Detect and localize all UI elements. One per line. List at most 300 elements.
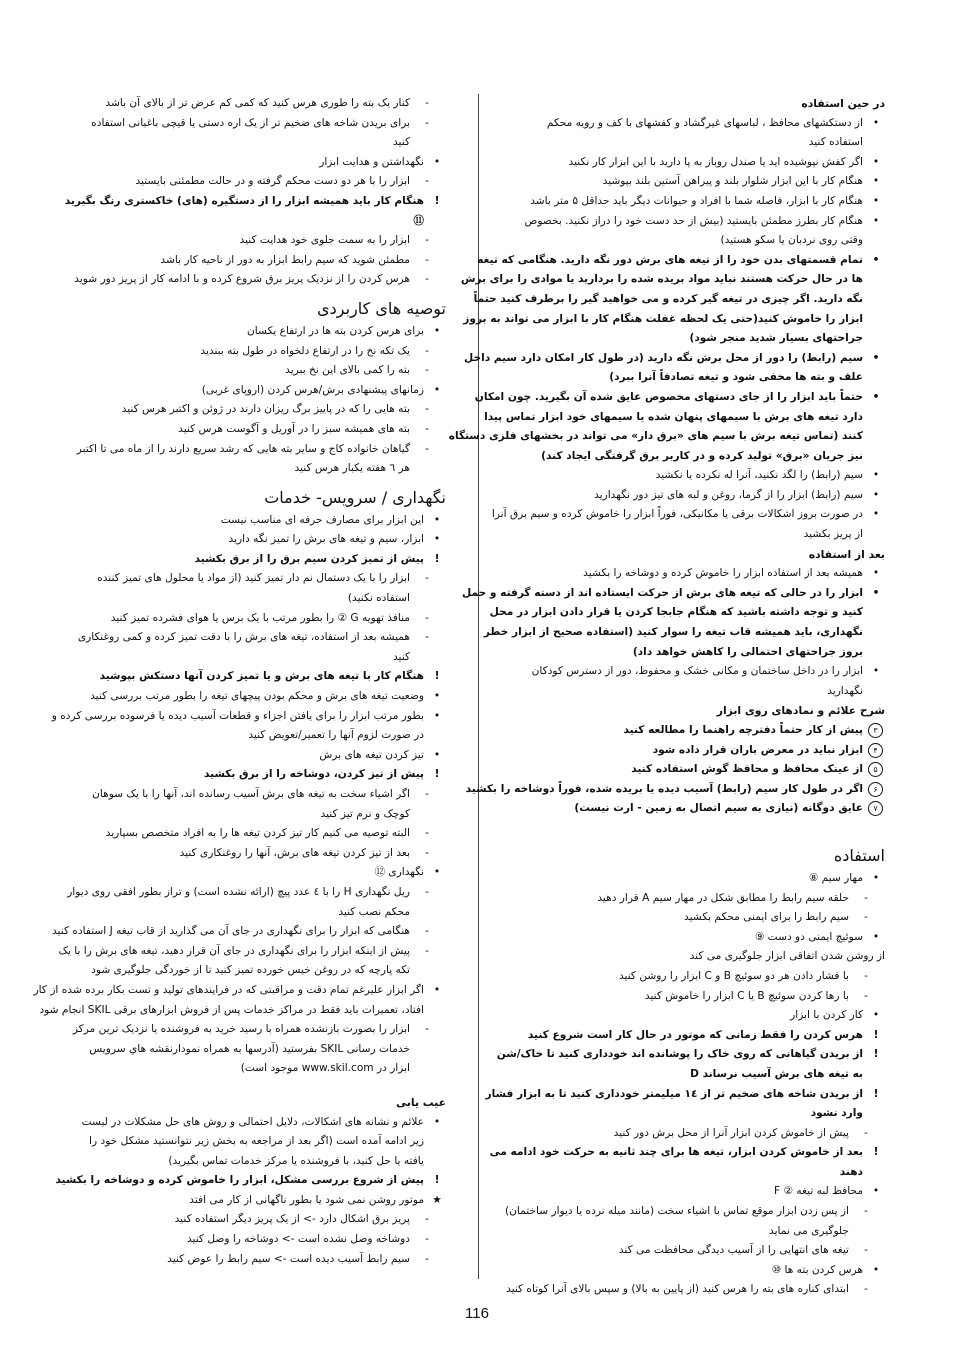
- warning-icon: !: [873, 1087, 879, 1100]
- list-item-text: پیش از شروع بررسی مشکل، ابزار را خاموش کرده و دوشاخه را بکشید: [55, 1174, 424, 1187]
- list-item-text: کار کردن با ابزار: [790, 1009, 863, 1022]
- list-item-text: تکه پارچه که در روغن خیس خورده تمیز کنید تا از خوردگی جلوگیری شود: [91, 964, 410, 977]
- bullet-marker: •: [433, 983, 441, 996]
- list-item-text: ابزار را به سمت جلوی خود هدایت کنید: [239, 234, 410, 247]
- list-item-text: ابزار را با هر دو دست محکم گرفته و در حالت مطمئنی بایستید: [135, 175, 410, 188]
- list-item-text: سیم (رابط) را لگد نکنید، آنرا له نکرده یا نکشید: [655, 469, 863, 482]
- bullet-marker: -: [425, 846, 429, 859]
- bullet-marker: -: [425, 788, 429, 800]
- bullet-marker: •: [433, 533, 441, 546]
- list-item-line: [46, 726, 446, 746]
- symbol-text: اگر در طول کار سیم (رابط) آسیب دیده یا بریده شده، فوراً دوشاخه را بکشید: [465, 782, 863, 795]
- list-item-text: بته هایی را که در پاییز برگ ریزان دارند در ژوئن و اکتبر هرس کنید: [121, 403, 410, 416]
- bullet-marker: -: [425, 422, 429, 435]
- list-item-text: پریز برق اشکال دارد -> از یک پریز دیگر استفاده کنید: [174, 1213, 410, 1226]
- list-item-line: [490, 662, 885, 682]
- bullet-marker: -: [425, 344, 429, 357]
- list-item-line: [46, 667, 446, 687]
- warning-icon: !: [873, 1146, 879, 1159]
- symbol-text: ابزار نباید در معرض باران قرار داده شود: [652, 743, 863, 756]
- list-item-text: دارد تیغه های برش با سیمهای پنهان شده یا سیمهای خود ابزار تماس پیدا: [484, 410, 863, 423]
- list-item-line: [490, 114, 885, 134]
- list-item-line: [46, 1059, 446, 1079]
- list-item-text: محکم نصب کنید: [338, 905, 410, 918]
- list-item-line: [46, 1210, 446, 1230]
- list-item-text: ریل نگهداری H را با ٤ عدد پیچ (ارائه نشده است) و تراز بطور افقی روی دیوار: [67, 885, 410, 898]
- list-item-line: [46, 687, 446, 707]
- bullet-marker: •: [872, 508, 880, 521]
- list-item-text: تیز کردن تیغه های برش: [319, 748, 424, 761]
- troubleshooting-list: [46, 1113, 446, 1270]
- list-item-text: هنگام کار باید همیشه ابزار را از دستگیره (های) خاکستری رنگ بگیرید: [64, 194, 424, 207]
- list-item-line: [46, 550, 446, 570]
- bullet-marker: •: [433, 155, 441, 168]
- bullet-marker: •: [872, 488, 880, 501]
- list-item-text: نگهداری، باید همیشه قاب تیغه را سوار کنید (استفاده صحیح از ابزار خطر: [483, 626, 863, 639]
- star-icon: ★: [432, 1193, 442, 1206]
- list-item-line: [46, 1113, 446, 1133]
- list-item-line: [46, 153, 446, 173]
- list-item-text: از دستکشهای محافظ ، لباسهای غیرگشاد و کفشهای با کف و رویه محکم: [546, 116, 863, 129]
- list-item-text: بته های همیشه سبز را در آوریل و آگوست هرس کنید: [178, 422, 410, 435]
- list-item-text: بعد از تیز کردن تیغه های برش، آنها را روغنکاری کنید: [179, 846, 410, 859]
- list-item-line: [46, 785, 446, 805]
- symbol-number-badge: ۶: [868, 782, 883, 797]
- list-item-line: [490, 1143, 885, 1163]
- list-item-text: ابزار را بصورت بازنشده همراه با رسید خرید به فروشنده یا نزدیک ترین مرکز: [72, 1023, 410, 1036]
- list-item-line: [46, 270, 446, 290]
- list-item-line: [490, 889, 885, 909]
- list-item-text: سیم رابط را برای ایمنی محکم بکشید: [684, 911, 849, 924]
- left-top-list: [46, 94, 446, 290]
- list-item-text: پیش از اینکه ابزار را برای نگهداری در جای آن قرار دهید، تیغه های برش را با یک: [58, 944, 410, 957]
- maintenance-list: [33, 511, 446, 1079]
- list-item-text: با رها کردن سوئیچ B یا C ابزار را خاموش کنید: [644, 989, 849, 1002]
- list-item-line: [46, 322, 446, 342]
- list-item-line: [490, 1182, 885, 1202]
- list-item-text: علائم و نشانه های اشکالات، دلایل احتمالی و روش های حل مشکلات در لیست: [81, 1115, 424, 1128]
- list-item-line: [490, 1124, 885, 1144]
- list-item-line: [490, 133, 885, 153]
- bullet-marker: -: [425, 175, 429, 188]
- list-item-text: دوشاخه وصل نشده است -> دوشاخه را وصل کنید: [186, 1233, 410, 1246]
- tips-list: [46, 322, 446, 479]
- list-item-line: [485, 1085, 885, 1105]
- bullet-marker: •: [433, 1115, 441, 1128]
- list-item-text: ابزار در www.skil.com موجود است): [240, 1062, 410, 1075]
- symbol-item: [490, 760, 885, 780]
- bullet-marker: -: [425, 442, 429, 455]
- list-item-text: موتور روشن نمی شود یا بطور ناگهانی از کار می افتد: [189, 1193, 424, 1206]
- list-item-text: تیغه های انتهایی را از آسیب دیدگی محافظت می کند: [618, 1244, 849, 1257]
- list-item-text: ها در حال حرکت هستند نباید مواد بریده شده را بردارید یا موادی را برای برش: [460, 273, 863, 286]
- list-item-line: [464, 349, 885, 369]
- bullet-marker: •: [433, 690, 441, 703]
- list-item-line: [46, 1020, 446, 1040]
- list-item-text: یک تکه نخ را در ارتفاع دلخواه در طول بته ببندید: [200, 344, 410, 357]
- list-item-line: [460, 270, 885, 290]
- bullet-marker: •: [433, 748, 441, 761]
- list-item-text: همیشه بعد از استفاده ابزار را خاموش کرده و دوشاخه را بکشید: [583, 567, 863, 580]
- list-item-text: در صورت بروز اشکالات برقی یا مکانیکی، فوراً ابزار را خاموش کرده و سیم برق آنرا: [491, 508, 863, 521]
- list-item-line: [46, 94, 446, 114]
- bullet-marker: •: [433, 866, 441, 879]
- bullet-marker: •: [433, 383, 441, 396]
- list-item-text: نگه دارید. اگر چیزی در تیغه گیر کرده و می خواهید گیر را برطرف کنید حتماً: [473, 292, 863, 305]
- list-item-text: وارد نشود: [810, 1107, 863, 1120]
- list-item-line: [46, 569, 446, 589]
- list-item-line: [46, 765, 446, 785]
- after-use-heading: بعد از استفاده: [808, 547, 885, 561]
- symbol-number-badge: ۴: [868, 743, 883, 758]
- list-item-line: [490, 1241, 885, 1261]
- maintenance-title: نگهداری / سرویس- خدمات: [264, 487, 446, 507]
- list-item-text: اگر اشیاء سخت به تیغه های برش آسیب رسانده اند، آنها را با یک سوهان: [92, 788, 410, 800]
- symbol-text: پیش از کار حتماً دفترچه راهنما را مطالعه کنید: [623, 724, 863, 736]
- bullet-marker: -: [425, 944, 429, 957]
- bullet-marker: -: [864, 1205, 868, 1218]
- list-item-line: [490, 212, 885, 232]
- list-item-line: [46, 172, 446, 192]
- bullet-marker: -: [864, 1244, 868, 1257]
- list-item-text: تمام قسمتهای بدن خود را از تیغه های برش دور نگه دارید. هنگامی که تیغه: [477, 253, 863, 266]
- warning-icon: !: [434, 768, 440, 781]
- warning-icon: !: [873, 1048, 879, 1061]
- list-item-text: وضعیت تیغه های برش و محکم بودن پیچهای تیغه را بطور مرتب بررسی کنید: [90, 690, 424, 703]
- list-item-line: [46, 1191, 446, 1211]
- bullet-marker: -: [425, 273, 429, 286]
- left-column: [33, 94, 446, 1269]
- list-item-line: [46, 942, 446, 962]
- list-item-text: یافته یا حل کنید، با فروشنده یا مرکز خدمات تماس بگیرید): [168, 1154, 424, 1167]
- list-item-text: کنید و توجه داشته باشید که هنگام جابجا کردن یا قرار دادن ابزار در محل: [489, 606, 863, 619]
- bullet-marker: -: [425, 1213, 429, 1226]
- list-item-text: کنید: [393, 136, 410, 149]
- list-item-line: [490, 1045, 885, 1065]
- in-use-list: [448, 114, 885, 545]
- list-item-text: نیز جریان «برق» تولید کرده و در کاربر برق گرفتگی ایجاد کند): [541, 449, 863, 462]
- list-item-line: [46, 824, 446, 844]
- list-item-text: اگر کفش نپوشیده اید یا صندل روباز به پا دارید با این ابزار کار نکنید: [568, 155, 863, 168]
- list-item-line: [39, 1001, 446, 1021]
- list-item-line: [490, 682, 885, 702]
- list-item-line: [490, 1104, 885, 1124]
- bullet-marker: •: [872, 155, 880, 168]
- bullet-marker: -: [425, 1252, 429, 1265]
- list-item-line: [490, 466, 885, 486]
- list-item-text: زمانهای پیشنهادی برش/هرس کردن (اروپای غربی): [201, 383, 424, 396]
- bullet-marker: -: [864, 969, 868, 982]
- list-item-line: [490, 967, 885, 987]
- bullet-marker: •: [872, 665, 880, 678]
- list-item-line: [490, 192, 885, 212]
- list-item-text: ابزار را در داخل ساختمان و مکانی خشک و محفوظ، دور از دسترس کودکان: [531, 665, 863, 678]
- list-item-line: [46, 863, 446, 883]
- usage-list: [485, 869, 885, 1300]
- list-item-text: کوچک و نرم تیز کنید: [320, 807, 410, 820]
- list-item-text: سوئیچ ایمنی دو دست ⑨: [754, 930, 863, 943]
- list-item-line: [46, 628, 446, 648]
- bullet-marker: -: [425, 631, 429, 644]
- list-item-line: [461, 584, 885, 604]
- list-item-line: [490, 643, 885, 663]
- bullet-marker: •: [433, 324, 441, 337]
- list-item-text: هنگام کار با تیغه های برش و یا تمیز کردن آنها دستکش بپوشید: [99, 670, 424, 683]
- warning-icon: !: [434, 552, 440, 565]
- list-item-line: [46, 746, 446, 766]
- list-item-line: [46, 805, 446, 825]
- symbol-item: [490, 799, 885, 819]
- list-item-line: [46, 903, 446, 923]
- list-item-text: هنگام کار بطرز مطمئن بایستید (بیش از حد دست خود را دراز نکنید. بخصوص: [524, 214, 863, 227]
- list-item-text: کنار یک بته را طوری هرس کنید که کمی کم عرض تر از بالای آن باشد: [105, 97, 410, 109]
- list-item-line: [46, 440, 446, 460]
- list-item-line: [490, 1026, 885, 1046]
- list-item-text: پیش از تیز کردن، دوشاخه را از برق بکشید: [204, 768, 424, 781]
- list-item-text: البته توصیه می کنیم کار تیز کردن تیغه ها را به افراد متخصص بسپارید: [105, 827, 410, 840]
- bullet-marker: •: [872, 930, 880, 943]
- list-item-line: [490, 1202, 885, 1222]
- bullet-marker: -: [425, 885, 429, 898]
- right-column: [448, 94, 885, 1300]
- list-item-line: [46, 530, 446, 550]
- list-item-text: از پریز بکشید: [803, 528, 863, 541]
- bullet-marker: -: [864, 891, 868, 904]
- warning-icon: !: [434, 670, 440, 683]
- list-item-text: با فشار دادن هر دو سوئیچ B و C ابزار را روشن کنید: [618, 969, 849, 982]
- bullet-marker: •: [872, 175, 880, 188]
- list-item-text: هرس کردن را از نزدیک پریز برق شروع کرده و با ادامه کار از پریز دور شوید: [74, 273, 410, 286]
- list-item-line: [46, 381, 446, 401]
- list-item-line: [483, 623, 885, 643]
- list-item-text: سیم (رابط) ابزار را از گرما، روغن و لبه های تیز دور نگهدارید: [594, 488, 863, 501]
- bullet-marker: -: [864, 1126, 868, 1139]
- bullet-marker: •: [872, 469, 880, 482]
- list-item-text: برای بریدن شاخه های ضخیم تر از یک اره دستی یا قیچی باغبانی استفاده: [91, 116, 410, 129]
- list-item-text: جراحتهای بسیار شدید منجر شود): [689, 332, 863, 345]
- list-item-line: [490, 603, 885, 623]
- bullet-marker: -: [425, 116, 429, 129]
- list-item-text: مطمئن شوید که سیم رابط ابزار به دور از ناحیه کار باشد: [160, 253, 410, 266]
- bullet-marker: •: [872, 1263, 880, 1276]
- bullet-marker: -: [425, 364, 429, 377]
- bullet-marker: •: [872, 390, 880, 403]
- list-item-text: برای هرس کردن بته ها در ارتفاع یکسان: [247, 324, 424, 337]
- list-item-text: هرس کردن را فقط زمانی که موتور در حال کار است شروع کنید: [527, 1028, 863, 1041]
- tips-title: توصیه های کاربردی: [317, 298, 446, 318]
- warning-icon: !: [434, 194, 440, 207]
- bullet-marker: •: [872, 351, 880, 364]
- symbol-text: از عینک محافظ و محافظ گوش استفاده کنید: [631, 763, 863, 776]
- bullet-marker: -: [425, 234, 429, 247]
- bullet-marker: -: [425, 572, 429, 585]
- list-item-line: [477, 251, 885, 271]
- list-item-text: نگهداشتن و هدایت ابزار: [319, 155, 424, 168]
- list-item-text: بطور مرتب ابزار را برای یافتن اجزاء و قطعات آسیب دیده یا فرسوده بررسی کرده و: [51, 709, 424, 722]
- list-item-line: [46, 1040, 446, 1060]
- list-item-line: [484, 408, 885, 428]
- bullet-marker: -: [864, 989, 868, 1002]
- list-item-text: بعد از خاموش کردن ابزار، تیغه ها برای چند ثانیه به حرکت خود ادامه می: [489, 1146, 863, 1159]
- list-item-line: [490, 1006, 885, 1026]
- list-item-line: [490, 1163, 885, 1183]
- list-item-text: نگهداری ⑫: [374, 866, 424, 879]
- list-item-line: [46, 212, 446, 232]
- list-item-text: از بریدن شاخه های ضخیم تر از ١٤ میلیمتر خودداری کنید تا به ابزار فشار: [485, 1087, 863, 1100]
- list-item-line: [490, 368, 885, 388]
- list-item-line: [490, 486, 885, 506]
- list-item-line: [490, 172, 885, 192]
- bullet-marker: •: [872, 116, 880, 129]
- list-item-text: بروز جراحتهای احتمالی را کاهش خواهد داد): [632, 645, 863, 658]
- list-item-text: حلقه سیم رابط را مطابق شکل در مهار سیم A قرار دهید: [597, 891, 849, 904]
- list-item-line: [46, 420, 446, 440]
- list-item-text: دهند: [839, 1165, 863, 1178]
- list-item-text: بته را کمی بالای این نخ ببرید: [285, 364, 410, 377]
- list-item-line: [490, 564, 885, 584]
- list-item-text: زیر ادامه آمده است (اگر بعد از مراجعه به بخش زیر نتوانستید مشکل خود را: [89, 1135, 424, 1148]
- list-item-text: منافذ تهویه G ② را بطور مرتب با یک برس یا هوای فشرده تمیز کنید: [110, 611, 410, 624]
- list-item-line: [490, 329, 885, 349]
- bullet-marker: -: [425, 827, 429, 840]
- list-item-line: [46, 609, 446, 629]
- bullet-marker: -: [425, 403, 429, 416]
- bullet-marker: -: [864, 911, 868, 924]
- bullet-marker: •: [433, 709, 441, 722]
- list-item-line: [490, 525, 885, 545]
- symbol-number-badge: ۵: [868, 762, 883, 777]
- list-item-text: ابزار، سیم و تیغه های برش را تمیز نگه دارید: [228, 533, 424, 546]
- list-item-line: [490, 447, 885, 467]
- list-item-text: افتاد، تعمیرات باید فقط در مراکز خدمات پس از فروش ابزارهای برقی SKIL انجام شود: [39, 1003, 424, 1016]
- list-item-line: [46, 648, 446, 668]
- list-item-text: این ابزار برای مصارف حرفه ای مناسب نیست: [220, 513, 424, 526]
- symbols-list: [465, 721, 885, 819]
- bullet-marker: •: [872, 194, 880, 207]
- list-item-text: سیم رابط آسیب دیده است -> سیم رابط را عوض کنید: [167, 1252, 410, 1265]
- list-item-line: [46, 251, 446, 271]
- bullet-marker: -: [425, 925, 429, 938]
- list-item-line: [490, 1280, 885, 1300]
- bullet-marker: •: [872, 214, 880, 227]
- list-item-line: [490, 908, 885, 928]
- list-item-text: به تیغه های برش آسیب نرساند D: [690, 1067, 863, 1080]
- list-item-text: گیاهان خانواده کاج و سایر بته هایی که رشد سریع دارند را از ماه می تا اکتبر: [76, 442, 410, 455]
- list-item-text: حتماً باید ابزار را از جای دستهای مخصوص عایق شده آن بگیرید. چون امکان: [474, 390, 863, 403]
- list-item-text: اگر ابزار علیرغم تمام دقت و مراقبتی که در فرایندهای تولید و تست بکار برده شده از کار: [33, 983, 424, 996]
- list-item-line: [46, 1230, 446, 1250]
- list-item-line: [46, 342, 446, 362]
- list-item-line: [46, 883, 446, 903]
- bullet-marker: -: [425, 1233, 429, 1246]
- list-item-line: [46, 114, 446, 134]
- list-item-line: [33, 981, 446, 1001]
- list-item-line: [463, 310, 885, 330]
- list-item-line: [490, 928, 885, 948]
- list-item-line: [46, 707, 446, 727]
- list-item-text: در صورت لزوم آنها را تعمیر/تعویض کنید: [248, 729, 424, 742]
- symbols-heading: شرح علائم و نمادهای روی ابزار: [716, 704, 885, 718]
- list-item-text: علف و بته ها مخفی شود و تیغه تصادفاً آنرا ببرد): [609, 371, 863, 384]
- list-item-line: [490, 1261, 885, 1281]
- symbol-number-badge: ۷: [868, 801, 883, 816]
- list-item-line: [46, 511, 446, 531]
- list-item-text: ابزار را در حالی که تیغه های برش از حرکت ایستاده اند از دسته گرفته و حمل: [461, 586, 863, 599]
- bullet-marker: -: [425, 253, 429, 266]
- list-item-text: ابزار را خاموش کنید(حتی یک لحظه غفلت هنگام کار با ابزار می تواند به بروز: [463, 312, 863, 325]
- list-item-line: [490, 153, 885, 173]
- list-item-line: [46, 231, 446, 251]
- list-item-text: پیش از خاموش کردن ابزار آنرا از محل برش دور کنید: [613, 1126, 849, 1139]
- symbol-text: عایق دوگانه (نیازی به سیم اتصال به زمین - ارت نیست): [574, 802, 863, 815]
- bullet-marker: •: [872, 567, 880, 580]
- list-item-text: پیش از تمیز کردن سیم برق را از برق بکشید: [194, 552, 424, 565]
- bullet-marker: -: [864, 1283, 868, 1296]
- list-item-line: [490, 1222, 885, 1242]
- list-item-text: هنگامی که ابزار را برای نگهداری در جای آن می گذارید از قاب تیغه J استفاده کنید: [51, 925, 410, 938]
- list-item-text: استفاده کنید: [808, 136, 863, 149]
- after-use-list: [461, 564, 885, 701]
- bullet-marker: -: [425, 1023, 429, 1036]
- list-item-text: جلوگیری می نماید: [769, 1224, 849, 1237]
- list-item-line: [46, 961, 446, 981]
- list-item-line: [46, 1132, 446, 1152]
- list-item-text: کنند (تماس تیغه برش با سیم های «برق دار» می تواند در بخشهای فلزی دستگاه: [448, 430, 863, 443]
- list-item-text: ابزار را با یک دستمال نم دار تمیز کنید (از مواد یا محلول های تمیز کننده: [97, 572, 410, 585]
- list-item-text: استفاده نکنید): [347, 592, 410, 605]
- list-item-text: هرس کردن بته ها ⑩: [771, 1263, 863, 1276]
- list-item-text: ⑪: [413, 214, 424, 227]
- list-item-line: [46, 400, 446, 420]
- list-item-text: محافظ لبه تیغه ② F: [774, 1185, 863, 1198]
- list-item-text: کنید: [393, 650, 410, 663]
- list-item-line: [490, 1065, 885, 1085]
- list-item-text: از پس زدن ابزار موقع تماس با اشیاء سخت (مانند میله نرده یا دیوار ساختمان): [504, 1205, 849, 1218]
- list-item-text: هنگام کار با این ابزار شلوار بلند و پیراهن آستین بلند بپوشید: [602, 175, 863, 188]
- bullet-marker: •: [872, 1185, 880, 1198]
- in-use-heading: در حین استفاده: [801, 97, 885, 110]
- list-item-text: از بریدن گیاهانی که روی خاک را پوشانده اند خودداری کنید تا خاک/شن: [496, 1048, 863, 1061]
- list-item-text: همیشه بعد از استفاده، تیغه های برش را با دقت تمیز کرده و کمی روغنکاری: [77, 631, 410, 644]
- list-item-line: [490, 231, 885, 251]
- list-item-line: [490, 947, 885, 967]
- list-item-line: [46, 1250, 446, 1270]
- list-item-line: [448, 427, 885, 447]
- symbol-item: [465, 780, 885, 800]
- list-item-line: [490, 869, 885, 889]
- symbol-item: [490, 721, 885, 741]
- usage-title: استفاده: [833, 845, 885, 865]
- bullet-marker: -: [425, 611, 429, 624]
- list-item-line: [46, 192, 446, 212]
- list-item-line: [46, 1152, 446, 1172]
- warning-icon: !: [434, 1174, 440, 1187]
- list-item-text: خدمات رسانی SKIL بفرستید (آدرسها به همراه نمودارنقشه هاي سرويس: [89, 1042, 410, 1055]
- list-item-line: [490, 505, 885, 525]
- list-item-line: [473, 290, 885, 310]
- list-item-line: [474, 388, 885, 408]
- list-item-line: [46, 459, 446, 479]
- list-item-line: [46, 922, 446, 942]
- bullet-marker: •: [872, 253, 880, 266]
- list-item-line: [46, 361, 446, 381]
- list-item-text: سیم (رابط) را دور از محل برش نگه دارید (در طول کار امکان دارد سیم داخل: [464, 351, 863, 364]
- list-item-line: [490, 987, 885, 1007]
- bullet-marker: •: [433, 513, 441, 526]
- list-item-text: ابتدای کناره های بته را هرس کنید (از پایین به بالا) و سپس بالای آنرا کوتاه کنید: [506, 1283, 849, 1296]
- list-item-line: [46, 844, 446, 864]
- list-item-text: مهار سیم ⑧: [808, 871, 863, 884]
